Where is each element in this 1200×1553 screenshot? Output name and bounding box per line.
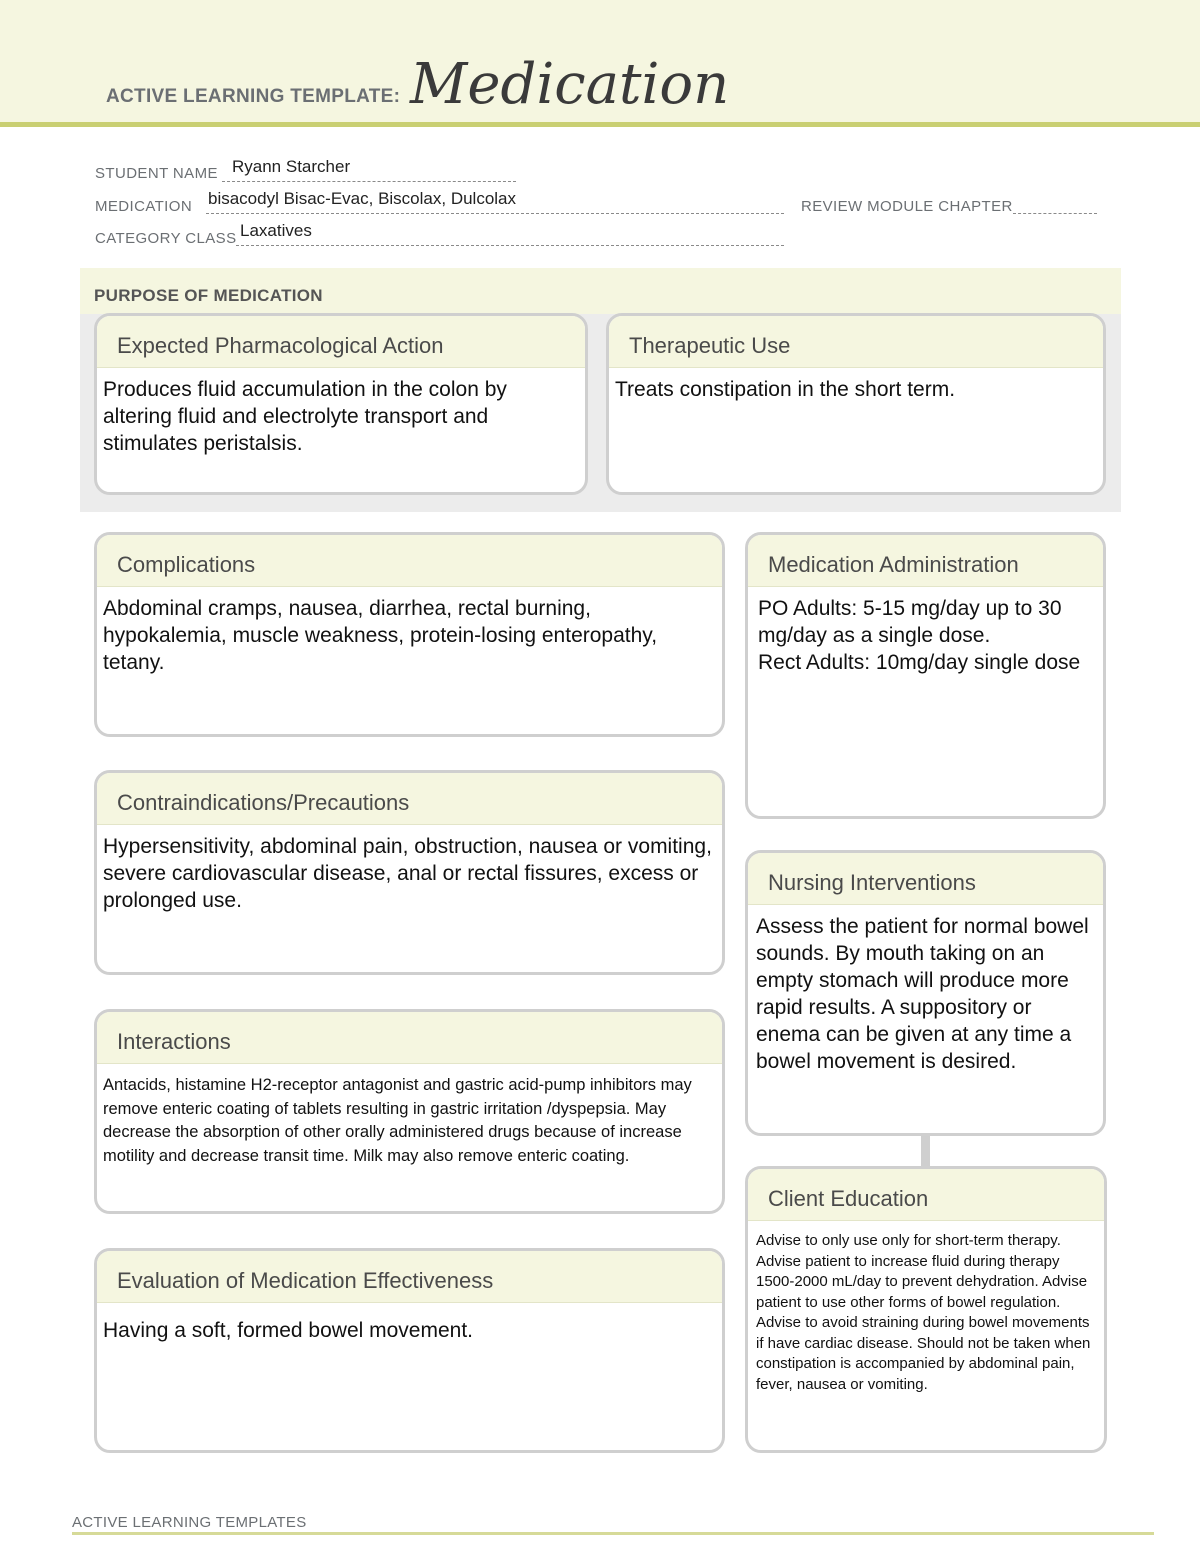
expected-action-heading: Expected Pharmacological Action (97, 316, 585, 368)
medication-administration-heading: Medication Administration (748, 535, 1103, 587)
evaluation-box (94, 1248, 725, 1453)
expected-action-text[interactable]: Produces fluid accumulation in the colon by altering fluid and electrolyte transport and stimulates peristalsis. (103, 378, 507, 455)
therapeutic-use-text[interactable]: Treats constipation in the short term. (615, 378, 956, 401)
category-class-field[interactable]: Laxatives (240, 221, 312, 240)
category-class-line (236, 245, 784, 246)
contraindications-box (94, 770, 725, 975)
complications-text[interactable]: Abdominal cramps, nausea, diarrhea, rectal burning, hypokalemia, muscle weakness, protein-losing enteropathy, tetany. (103, 597, 658, 674)
student-name-label: STUDENT NAME (95, 165, 218, 182)
footer-label: ACTIVE LEARNING TEMPLATES (72, 1514, 307, 1531)
contraindications-text[interactable]: Hypersensitivity, abdominal pain, obstruction, nausea or vomiting, severe cardiovascular disease, anal or rectal fissures, excess or prolonged use. (103, 835, 712, 912)
header-divider (0, 122, 1200, 127)
medication-label: MEDICATION (95, 198, 193, 215)
template-label: ACTIVE LEARNING TEMPLATE: (106, 86, 401, 107)
purpose-title: PURPOSE OF MEDICATION (94, 286, 323, 305)
administration-line-po: PO Adults: 5-15 mg/day up to 30 mg/day as a single dose. (758, 597, 1062, 647)
administration-line-rect: Rect Adults: 10mg/day single dose (758, 651, 1081, 674)
interactions-heading: Interactions (97, 1012, 722, 1064)
nursing-interventions-heading: Nursing Interventions (748, 853, 1103, 905)
footer-divider (72, 1532, 1154, 1535)
evaluation-heading: Evaluation of Medication Effectiveness (97, 1251, 722, 1303)
therapeutic-use-heading: Therapeutic Use (609, 316, 1103, 368)
client-education-box (745, 1166, 1107, 1453)
student-name-field[interactable]: Ryann Starcher (232, 157, 351, 176)
client-education-text[interactable]: Advise to only use only for short-term therapy. Advise patient to increase fluid during therapy 1500-2000 mL/day to prevent dehydration. Advise patient to use other forms of bowel regulation. Advise to avoid straining during bowel movements if have cardiac disease. Should not be taken when constipation is accompanied by abdominal pain, fever, nausea or vomiting. (756, 1232, 1091, 1393)
review-module-line (1013, 213, 1097, 214)
medication-administration-text[interactable] (748, 587, 1103, 676)
nursing-interventions-box (745, 850, 1106, 1136)
therapeutic-use-box (606, 313, 1106, 495)
nursing-interventions-text[interactable]: Assess the patient for normal bowel sounds. By mouth taking on an empty stomach will produce more rapid results. A suppository or enema can be given at any time a bowel movement is desired. (756, 915, 1089, 1073)
category-class-label: CATEGORY CLASS (95, 230, 237, 247)
interactions-text[interactable]: Antacids, histamine H2-receptor antagonist and gastric acid-pump inhibitors may remove enteric coating of tablets resulting in gastric irritation /dyspepsia. May decrease the absorption of other orally administered drugs because of increase motility and decrease transit time. Milk may also remove enteric coating. (103, 1076, 692, 1165)
complications-box (94, 532, 725, 737)
review-module-label: REVIEW MODULE CHAPTER (801, 198, 1013, 215)
student-name-line (222, 181, 516, 182)
contraindications-heading: Contraindications/Precautions (97, 773, 722, 825)
medication-line (206, 213, 784, 214)
interactions-box (94, 1009, 725, 1214)
evaluation-text[interactable]: Having a soft, formed bowel movement. (103, 1319, 474, 1342)
medication-administration-box (745, 532, 1106, 819)
client-education-heading: Client Education (748, 1169, 1104, 1221)
page-title: Medication (410, 52, 730, 117)
expected-action-box (94, 313, 588, 495)
medication-field[interactable]: bisacodyl Bisac-Evac, Biscolax, Dulcolax (208, 189, 517, 208)
box-connector (921, 1134, 930, 1166)
complications-heading: Complications (97, 535, 722, 587)
